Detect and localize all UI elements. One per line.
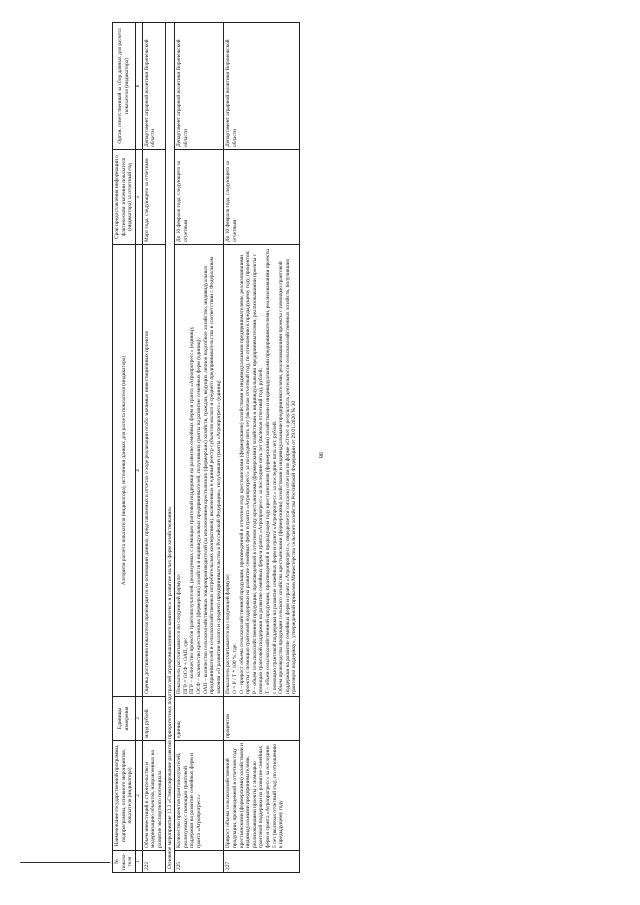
- row-number: 227: [224, 851, 300, 873]
- row-name: Объем инвестиций в строительство и модернизацию объектов, направленных на развитие экспортного потенциала: [142, 741, 165, 851]
- algorithm-line: Оценка достижения показателя производится на основании данных, представляемых в отчетах о ходе реализации особо значимых инвестиционных проектов: [143, 331, 150, 694]
- algorithm-line: О = Р / Т * 100 %, где:: [232, 643, 238, 694]
- row-algorithm: [175, 245, 224, 697]
- header-algorithm: Алгоритм расчета показателя (индикатора), источники данных для расчета показателя (индикатора): [113, 245, 136, 697]
- header-unit: Единицы измерения: [113, 697, 136, 741]
- header-organ: Орган, ответственный за сбор данных для расчета показателя (индикатора): [113, 23, 136, 150]
- row-number: 225: [175, 851, 224, 873]
- table-row: [224, 23, 300, 873]
- algorithm-line: ПГР = ОСФ + ОАП, где:: [182, 638, 189, 694]
- row-name: Прирост объема сельскохозяйственной продукции, произведенной в отчетном году крестьянскими (фермерскими) хозяйствами и индивидуальными предпринимателями, реализовавшими проекты с помощью грантовой поддержки на развитие семейных ферм и гранта «Агропрогресс» за последние 5 лет (включая отчетный год), по отношению к предыдущему году: [224, 741, 300, 851]
- column-number: 3: [135, 697, 142, 741]
- row-organ: Департамент аграрной политики Воронежской области: [175, 23, 224, 150]
- column-number: 2: [135, 741, 142, 851]
- row-algorithm: [224, 245, 300, 697]
- column-number: 4: [135, 245, 142, 697]
- algorithm-line: ПГР – количество проектов грантополучателей, реализуемых с помощью грантовой поддержки на развитие семейных ферм и гранта «Агропрогресс» (единиц);: [189, 326, 196, 694]
- algorithm-line: О – прирост объема сельскохозяйственной продукции, произведенной в отчетном году крестьянскими (фермерскими) хозяйствами и индивидуальными предпринимателями, реализовавшими проекты с помощью грантовой поддержки на развитие семейных ферм и гранта «Агропрогресс» за последние пять лет (включая отчетный год), по отношению к предыдущему году, процентов;: [238, 250, 252, 694]
- algorithm-line: Объем производства продукции сельского хозяйства крестьянскими (фермерскими) хозяйствами и индивидуальными предпринимателями, реализовавшими проекты с помощью грантовой поддержки на развитие семейных ферм и гранта «Агропрогресс», определяется согласно отчетам по форме «Отчет о результатах деятельности сельскохозяйственных хозяйств, получивших грантовую поддержку», утвержденной приказом Министерства сельского хозяйства Российской Федерации от 29.01.2020 № 30: [278, 258, 298, 694]
- column-number: 1: [135, 851, 142, 873]
- column-number: 6: [135, 23, 142, 150]
- header-name: Наименование государственной программы, подпрограммы, основного мероприятия, показателя (индикатора): [113, 741, 136, 851]
- algorithm-line: Т – объем сельскохозяйственной продукции, произведенной в предыдущем году крестьянскими (фермерскими) хозяйствами и индивидуальными предпринимателями, реализовавшими проекты с помощью грантовой поддержки на развитие семейных ферм и гранта «Агропрогресс» за последние пять лет, рублей.: [264, 249, 278, 694]
- rotated-table-page: [112, 23, 632, 873]
- row-organ: Департамент аграрной политики Воронежской области: [142, 23, 165, 150]
- row-deadline: Март года, следующего за отчетным: [142, 150, 165, 245]
- algorithm-line: ОАП – количество сельскохозяйственных товаропроизводителей (за исключением крестьянских (фермерских) хозяйств, граждан, ведущих личное подсобное хозяйство, индивидуальных предпринимателей и сельскохозяйственных потребительских кооперативов), включенных в единый реестр субъектов малого и среднего предпринимательства в соответствии с Федеральным законом «О развитии малого и среднего предпринимательства в Российской Федерации», получивших гранты «Агропрогресс» (единиц): [202, 256, 222, 694]
- table-row: [142, 23, 165, 873]
- algorithm-line: Р – объем сельскохозяйственной продукции, произведенной в отчетном году крестьянскими (фермерскими) хозяйствами и индивидуальными предпринимателями, реализовавшими проекты с помощью грантовой поддержки на развитие семейных ферм и гранта «Агропрогресс» за последние пять лет (включая отчетный год), рублей;: [251, 253, 265, 694]
- header-number: № показа-теля: [113, 851, 136, 873]
- row-number: 222: [142, 851, 165, 873]
- row-unit: единиц: [175, 697, 224, 741]
- section-row: [165, 23, 175, 873]
- column-number-row: [135, 23, 142, 873]
- column-number: 5: [135, 150, 142, 245]
- row-deadline: До 10 февраля года, следующего за отчетным: [224, 150, 300, 245]
- header-deadline: Срок предоставления информации о фактическом значении показателя (индикатора) за отчетный год: [113, 150, 136, 245]
- row-organ: Департамент аграрной политики Воронежской области: [224, 23, 300, 150]
- algorithm-line: ОСФ – количество крестьянских (фермерских) хозяйств и индивидуальных предпринимателей, получивших гранты на развитие семейных ферм (единиц);: [196, 338, 203, 694]
- footnote-rule: [20, 862, 110, 863]
- row-algorithm: [142, 245, 165, 697]
- algorithm-line: Показатель рассчитывается по следующей формуле:: [225, 573, 232, 694]
- row-unit: млрд рублей: [142, 697, 165, 741]
- page-number: 98: [317, 452, 323, 458]
- table-header-row: [113, 23, 136, 873]
- row-name: Количество проектов грантополучателей, реализуемых с помощью грантовой поддержки на развитие семейных ферм и гранта «Агропрогресс»: [175, 741, 224, 851]
- indicators-table: [112, 22, 300, 873]
- algorithm-line: Показатель рассчитывается по следующей формуле:: [176, 573, 183, 694]
- table-row: [175, 23, 224, 873]
- section-title: Основное мероприятие 13.3 «Стимулирование развития приоритетных подотраслей агропромышленного комплекса и развитие малых форм хозяйствования»: [165, 23, 175, 873]
- row-unit: процентов: [224, 697, 300, 741]
- row-deadline: До 10 февраля года, следующего за отчетным: [175, 150, 224, 245]
